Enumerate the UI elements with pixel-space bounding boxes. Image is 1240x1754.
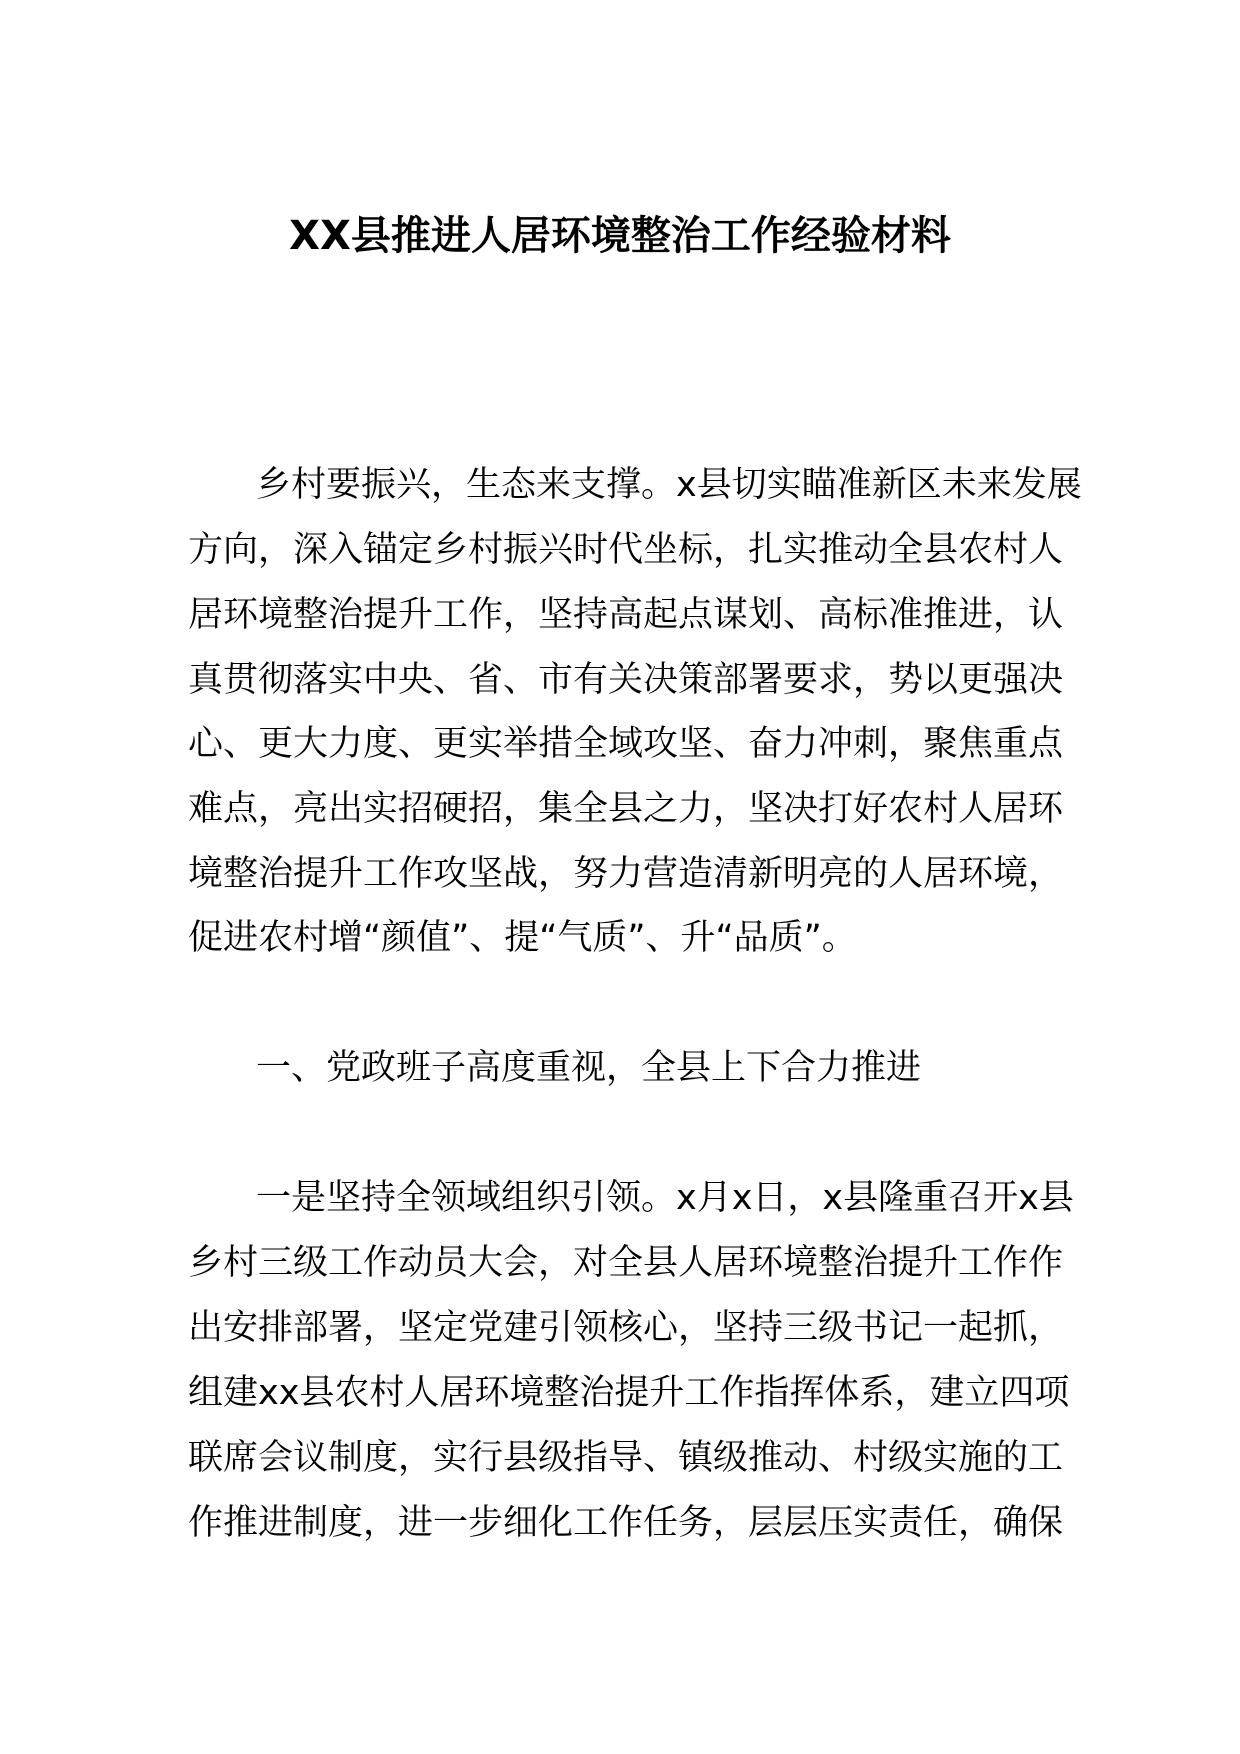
paragraph-line: 乡村要振兴，生态来支撑。x县切实瞄准新区未来发展	[256, 465, 1082, 505]
paragraph-line: 作推进制度，进一步细化工作任务，层层压实责任，确保	[188, 1503, 1064, 1543]
paragraph-line: 方向，深入锚定乡村振兴时代坐标，扎实推动全县农村人	[188, 530, 1064, 570]
paragraph-line: 居环境整治提升工作，坚持高起点谋划、高标准推进，认	[188, 595, 1064, 635]
paragraph-line: 联席会议制度，实行县级指导、镇级推动、村级实施的工	[188, 1438, 1064, 1478]
paragraph-line: 促进农村增“颜值”、提“气质”、升“品质”。	[188, 918, 857, 958]
paragraph-line: 境整治提升工作攻坚战，努力营造清新明亮的人居环境，	[188, 854, 1064, 894]
paragraph-line: 心、更大力度、更实举措全域攻坚、奋力冲刺，聚焦重点	[188, 724, 1064, 764]
document-title: XX县推进人居环境整治工作经验材料	[289, 213, 951, 259]
paragraph-line: 真贯彻落实中央、省、市有关决策部署要求，势以更强决	[188, 660, 1064, 700]
paragraph-line: 出安排部署，坚定党建引领核心，坚持三级书记一起抓，	[188, 1308, 1064, 1348]
paragraph-line: 组建xx县农村人居环境整治提升工作指挥体系，建立四项	[188, 1373, 1070, 1413]
paragraph-line: 一是坚持全领域组织引领。x月x日，x县隆重召开x县	[256, 1178, 1074, 1218]
section-heading: 一、党政班子高度重视，全县上下合力推进	[256, 1048, 922, 1088]
paragraph-line: 乡村三级工作动员大会，对全县人居环境整治提升工作作	[188, 1243, 1064, 1283]
paragraph-line: 难点，亮出实招硬招，集全县之力，坚决打好农村人居环	[188, 789, 1064, 829]
